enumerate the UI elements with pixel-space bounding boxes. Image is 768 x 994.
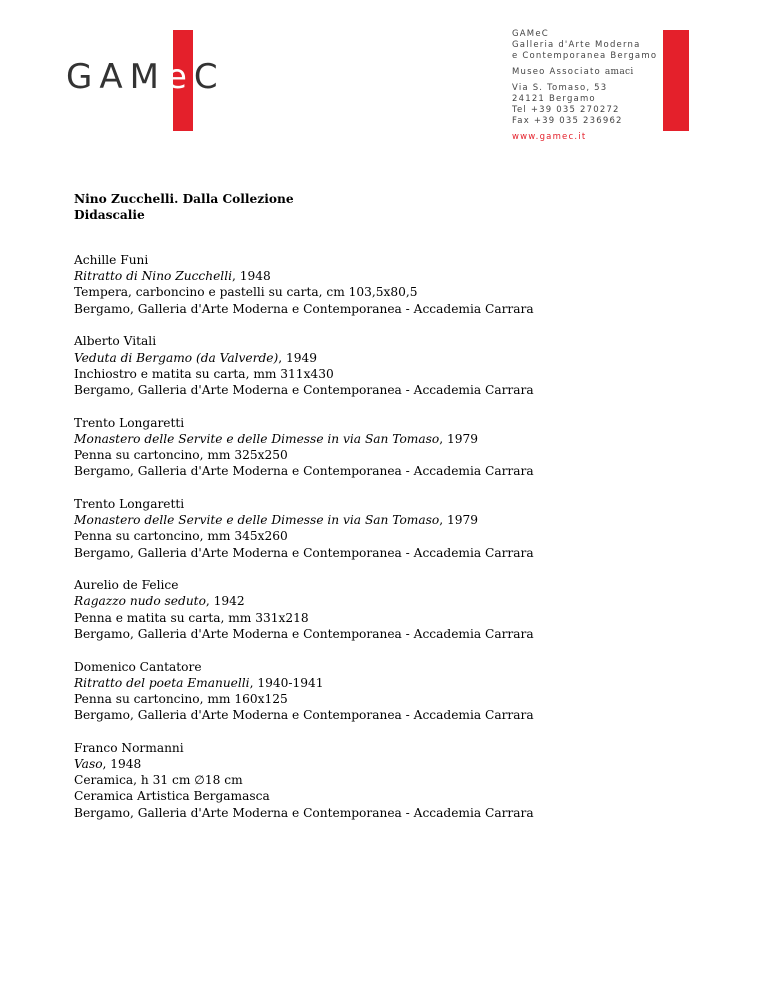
work-title: Veduta di Bergamo (da Valverde) xyxy=(74,350,279,365)
work-year: , 1948 xyxy=(102,757,142,772)
work-line xyxy=(74,593,534,609)
caption-entry xyxy=(74,333,534,398)
work-line xyxy=(74,512,534,528)
technique: Penna e matita su carta, mm 331x218 xyxy=(74,610,309,625)
work-year: , 1979 xyxy=(439,513,478,528)
address: Via S. Tomaso, 53 xyxy=(512,83,608,93)
artist-name: Trento Longaretti xyxy=(74,496,185,511)
caption-entry xyxy=(74,659,534,724)
org-name-line2: e Contemporanea Bergamo xyxy=(512,51,658,61)
technique: Penna su cartoncino, mm 345x260 xyxy=(74,529,288,544)
work-title: Ritratto di Nino Zucchelli xyxy=(74,269,232,284)
fax: Fax +39 035 236962 xyxy=(512,116,623,126)
contact-block xyxy=(512,29,657,143)
producer: Ceramica Artistica Bergamasca xyxy=(74,789,270,804)
technique: Inchiostro e matita su carta, mm 311x430 xyxy=(74,366,334,381)
org-short-name: GAMeC xyxy=(512,29,549,39)
collection: Bergamo, Galleria d'Arte Moderna e Contemporanea - Accademia Carrara xyxy=(74,382,534,397)
collection: Bergamo, Galleria d'Arte Moderna e Contemporanea - Accademia Carrara xyxy=(74,301,534,316)
telephone: Tel +39 035 270272 xyxy=(512,105,620,115)
work-line xyxy=(74,268,534,284)
work-title: Monastero delle Servite e delle Dimesse in via San Tomaso xyxy=(74,513,440,528)
collection: Bergamo, Galleria d'Arte Moderna e Contemporanea - Accademia Carrara xyxy=(74,805,534,820)
document-title: Nino Zucchelli. Dalla Collezione Didascalie xyxy=(74,192,294,222)
work-year: , 1948 xyxy=(232,269,271,284)
work-year: , 1940-1941 xyxy=(249,675,324,690)
caption-entry xyxy=(74,740,534,821)
org-name-line1: Galleria d'Arte Moderna xyxy=(512,40,641,50)
work-line xyxy=(74,675,534,691)
artist-name: Achille Funi xyxy=(74,253,149,267)
technique: Penna su cartoncino, mm 160x125 xyxy=(74,691,288,706)
artist-name: Aurelio de Felice xyxy=(74,578,179,593)
work-title: Vaso xyxy=(74,757,103,772)
work-title: Ragazzo nudo seduto xyxy=(74,594,206,609)
artist-name: Trento Longaretti xyxy=(74,415,185,430)
work-year: , 1979 xyxy=(439,431,478,446)
caption-entry xyxy=(74,415,534,480)
header-red-bar xyxy=(663,30,689,131)
technique: Ceramica, h 31 cm ∅18 cm xyxy=(74,773,243,788)
amaci-logo: amaci xyxy=(604,67,634,77)
work-year: , 1949 xyxy=(278,350,317,365)
work-title: Ritratto del poeta Emanuelli xyxy=(74,675,250,690)
work-line xyxy=(74,350,534,366)
caption-list xyxy=(74,252,534,837)
collection: Bergamo, Galleria d'Arte Moderna e Contemporanea - Accademia Carrara xyxy=(74,545,534,560)
work-line xyxy=(74,431,534,447)
caption-entry xyxy=(74,496,534,561)
city: 24121 Bergamo xyxy=(512,94,596,104)
work-year: , 1942 xyxy=(205,594,245,609)
work-line xyxy=(74,756,534,772)
associate-line: Museo Associato amaci xyxy=(512,67,634,77)
technique: Tempera, carboncino e pastelli su carta, cm 103,5x80,5 xyxy=(74,285,418,300)
artist-name: Franco Normanni xyxy=(74,740,184,755)
collection: Bergamo, Galleria d'Arte Moderna e Contemporanea - Accademia Carrara xyxy=(74,464,534,479)
technique: Penna su cartoncino, mm 325x250 xyxy=(74,448,288,463)
caption-entry xyxy=(74,252,534,317)
website-link[interactable]: www.gamec.it xyxy=(512,132,587,142)
work-title: Monastero delle Servite e delle Dimesse in via San Tomaso xyxy=(74,431,440,446)
caption-entry xyxy=(74,577,534,642)
collection: Bergamo, Galleria d'Arte Moderna e Contemporanea - Accademia Carrara xyxy=(74,626,534,641)
artist-name: Alberto Vitali xyxy=(74,334,157,349)
artist-name: Domenico Cantatore xyxy=(74,659,202,674)
collection: Bergamo, Galleria d'Arte Moderna e Contemporanea - Accademia Carrara xyxy=(74,708,534,723)
gamec-logo: GAM e C xyxy=(66,57,225,97)
